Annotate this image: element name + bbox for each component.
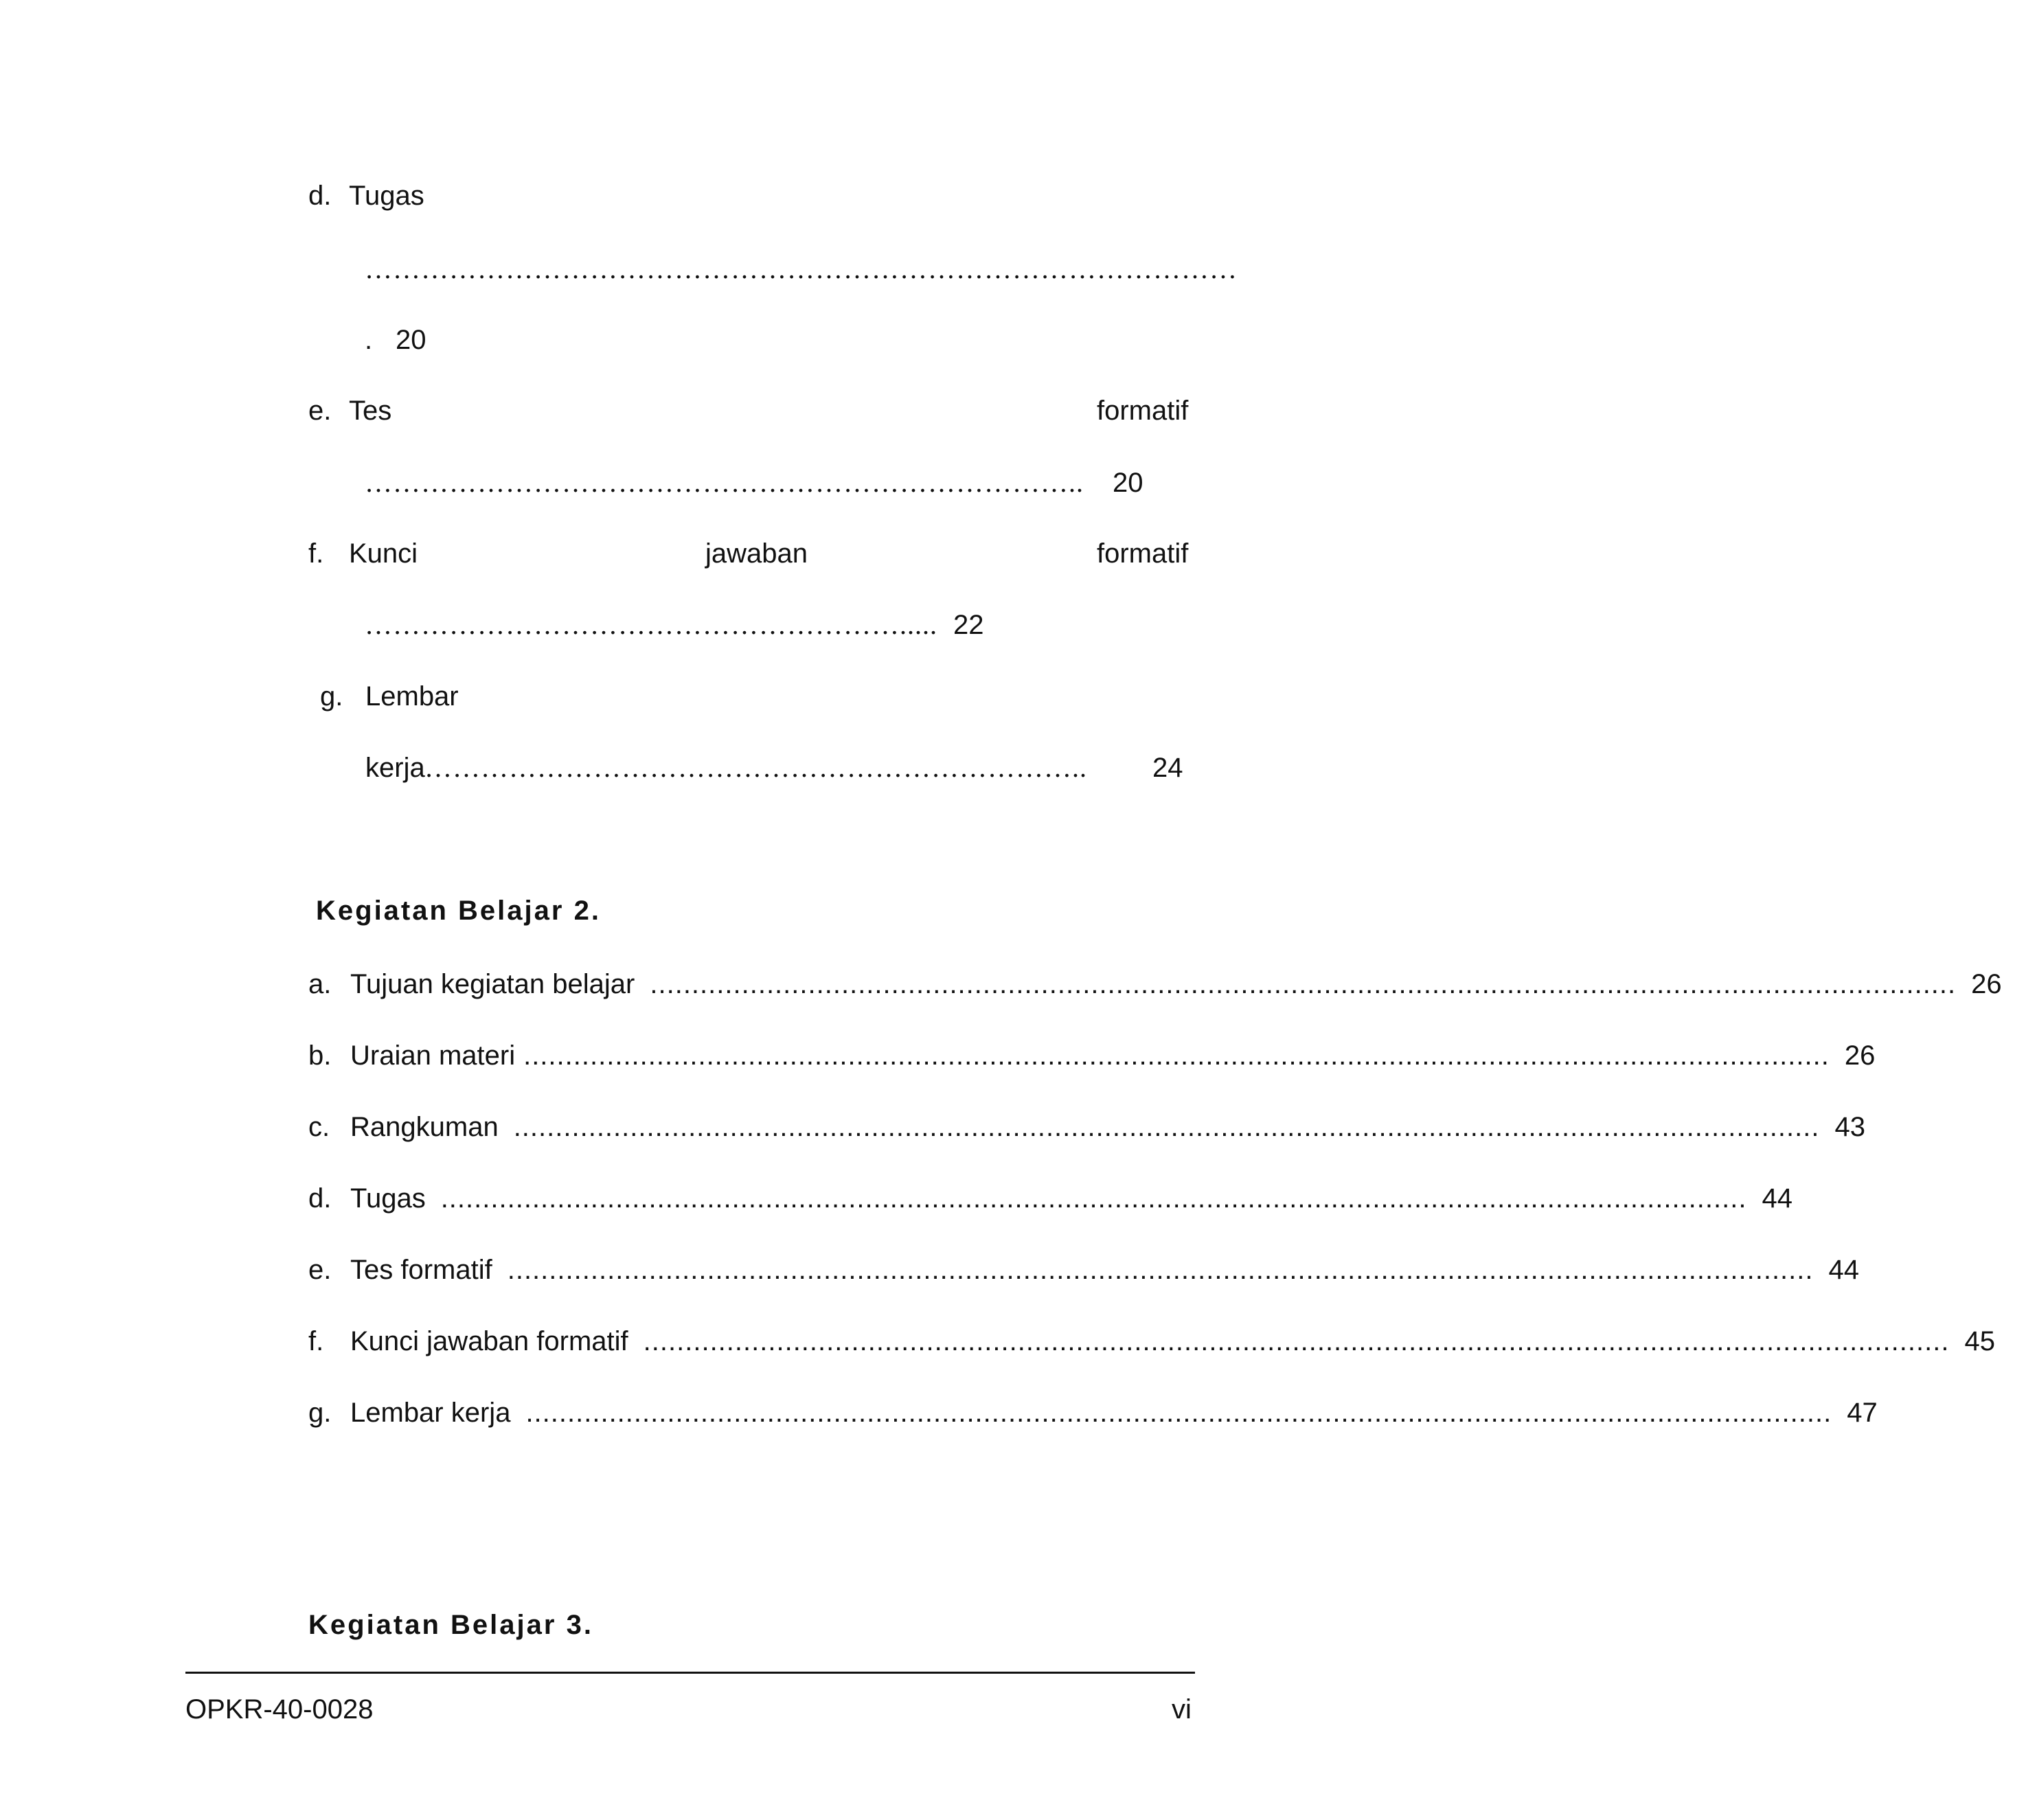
entry-page: 44 (1762, 1183, 1792, 1214)
entry-page: 44 (1828, 1255, 1860, 1285)
entry-page: 20 (1113, 468, 1143, 498)
section-heading: Kegiatan Belajar 2. (316, 896, 601, 926)
entry-page: 45 (1964, 1326, 1995, 1356)
entry-marker: g. (308, 1398, 332, 1428)
entry-label: Lembar (365, 681, 459, 712)
entry-marker: g. (320, 681, 343, 712)
entry-label-part: kerja (365, 753, 425, 783)
entry-marker: e. (308, 1255, 332, 1285)
dot-leader: ............................................................................................................................................................. (513, 1112, 1820, 1142)
footer-document-code: OPKR-40-0028 (185, 1694, 374, 1725)
entry-marker: f. (308, 538, 324, 569)
entry-marker: d. (308, 1183, 332, 1214)
toc-entry (308, 1253, 1860, 1285)
entry-label: Tujuan kegiatan belajar (350, 969, 635, 999)
toc-entry (308, 1182, 1792, 1214)
entry-label: Rangkuman (350, 1112, 499, 1142)
dot-leader: ............................................................................................................................................................. (523, 1040, 1830, 1071)
dot-leader: ............................................................................................................................................................. (643, 1326, 1950, 1356)
entry-marker: c. (308, 1112, 330, 1142)
entry-page: 43 (1834, 1112, 1865, 1142)
dot-leader: ............................................................................................................................................................. (650, 969, 1957, 999)
toc-entry (308, 1325, 1995, 1356)
dot-leader: ………………………………………………………………….. (365, 467, 1084, 498)
entry-page: 20 (396, 325, 426, 355)
entry-label: Lembar kerja (350, 1398, 511, 1428)
footer-rule (185, 1672, 1195, 1674)
toc-entry (308, 1039, 1876, 1071)
dot-leader: ............................................................................................................................................................. (507, 1255, 1814, 1285)
dot-leader: …………………………………………………………….. (424, 752, 1087, 783)
entry-page: 22 (953, 610, 984, 640)
entry-marker: a. (308, 969, 332, 999)
entry-marker: e. (308, 396, 332, 426)
entry-label-part: formatif (1097, 396, 1189, 426)
footer-page-number: vi (1172, 1694, 1192, 1725)
entry-page: 26 (1844, 1040, 1876, 1071)
toc-entry (308, 1111, 1865, 1142)
dot-leader-end: . (365, 325, 373, 355)
entry-label: Tes formatif (350, 1255, 492, 1285)
entry-marker: f. (308, 1326, 324, 1356)
entry-label: Uraian materi (350, 1040, 516, 1071)
section-heading: Kegiatan Belajar 3. (308, 1610, 593, 1640)
entry-label: Tes (349, 396, 392, 426)
entry-label-part: formatif (1097, 538, 1189, 569)
entry-label-part: jawaban (705, 538, 808, 569)
toc-entry (308, 968, 2002, 999)
entry-marker: b. (308, 1040, 332, 1071)
entry-marker: d. (308, 181, 332, 211)
entry-page: 26 (1971, 969, 2002, 999)
entry-label: Kunci (349, 538, 418, 569)
dot-leader: ............................................................................................................................................................. (440, 1183, 1747, 1214)
dot-leader: ............................................................................................................................................................. (525, 1398, 1832, 1428)
entry-page: 47 (1847, 1398, 1878, 1428)
entry-label: Kunci jawaban formatif (350, 1326, 628, 1356)
toc-entry (308, 1396, 1878, 1428)
dot-leader: …………………………………………………..... (365, 609, 937, 640)
dot-leader: ………………………………………………………………………………… (365, 253, 1238, 284)
entry-page: 24 (1152, 753, 1183, 783)
entry-label: Tugas (350, 1183, 426, 1214)
entry-label: Tugas (349, 181, 424, 211)
